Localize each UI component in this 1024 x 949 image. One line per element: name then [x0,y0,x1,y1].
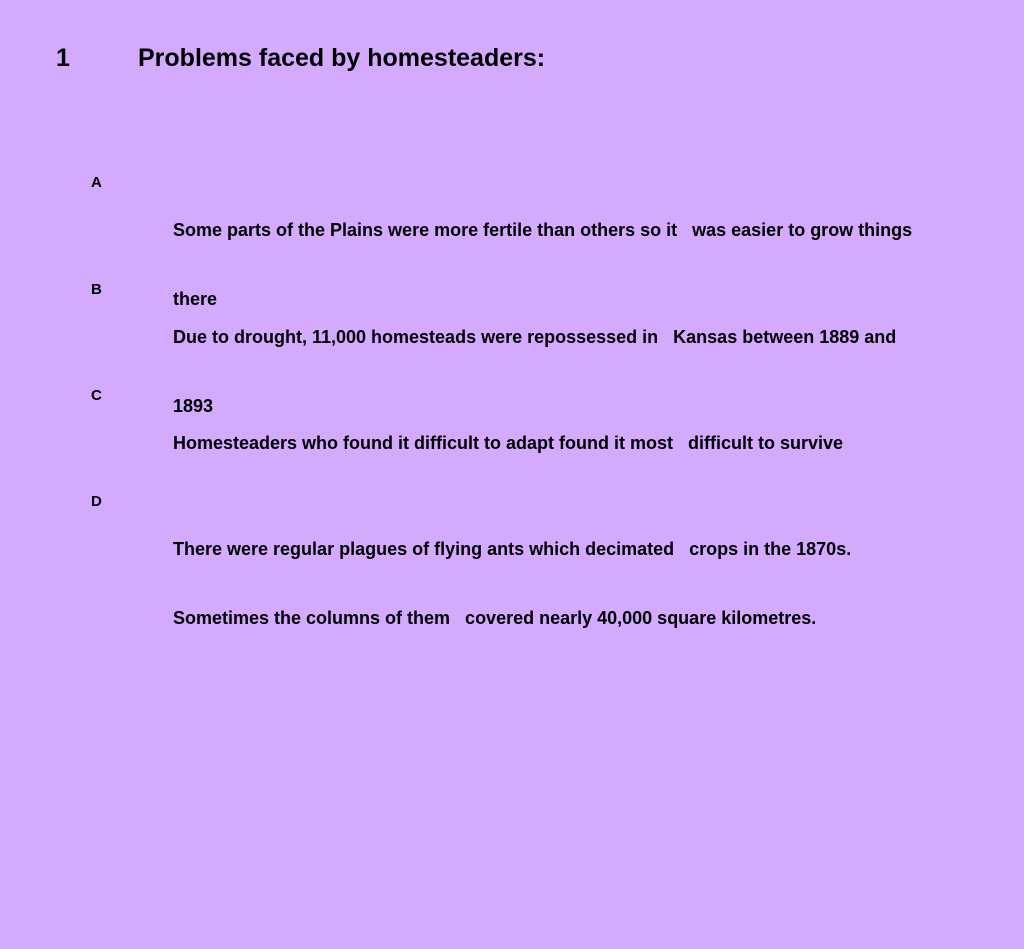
option-text-b-line-2: 1893 [173,396,214,416]
option-letter-d: D [91,493,102,510]
option-text-d-line-2: Sometimes the columns of them covered nearly 40,000 square kilometres. [173,608,817,628]
option-text-c [173,386,973,478]
option-text-d [173,492,973,653]
option-text-c-line-1: Homesteaders who found it difficult to adapt found it most difficult to survive [173,433,844,453]
option-text-a-line-2: there [173,289,218,309]
option-text-b-line-1: Due to drought, 11,000 homesteads were repossessed in Kansas between 1889 and [173,327,897,347]
option-text-d-line-1: There were regular plagues of flying ants which decimated crops in the 1870s. [173,539,852,559]
page-title: Problems faced by homesteaders: [138,44,546,72]
option-letter-a: A [91,174,102,191]
question-number: 1 [56,44,70,72]
option-letter-c: C [91,387,102,404]
option-letter-b: B [91,281,102,298]
option-text-a-line-1: Some parts of the Plains were more fertile than others so it was easier to grow things [173,220,913,240]
